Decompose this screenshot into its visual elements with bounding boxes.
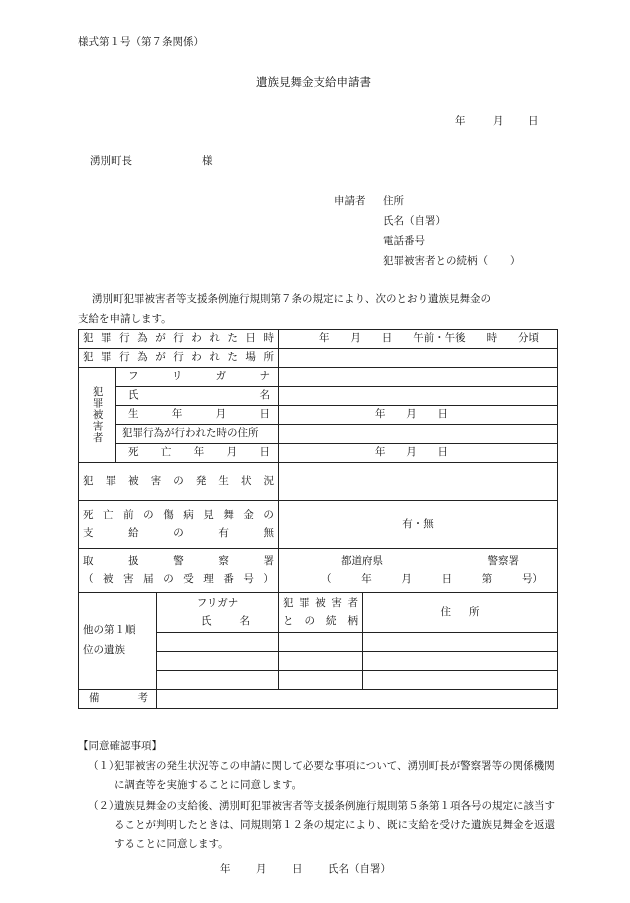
injury-label-line-2: 支 給 の 有 無 [83, 527, 274, 539]
applicant-address: 住所 [383, 195, 404, 207]
damage-label: 犯 罪 被 害 の 発 生 状 況 [83, 474, 274, 487]
row-damage [79, 463, 558, 501]
applicant-phone: 電話番号 [383, 235, 425, 247]
victim-address-value [279, 425, 558, 444]
row-injury [79, 501, 558, 549]
victim-name-value [279, 387, 558, 406]
victim-birth-value: 年 月 日 [279, 406, 558, 425]
crime-datetime-value: 年 月 日 午前・午後 時 分頃 [279, 330, 558, 349]
row-crime-datetime [79, 330, 558, 349]
applicant-label: 申請者 [334, 195, 366, 207]
form-number: 様式第１号（第７条関係） [78, 36, 204, 48]
crime-datetime-label: 犯 罪 行 為 が 行 わ れ た 日 時 [83, 332, 274, 345]
victim-birth-label: 生 年 月 日 [128, 408, 270, 421]
victim-furigana-label: フ リ ガ ナ [128, 370, 270, 383]
row-victim-birth [79, 406, 558, 425]
remarks-value [157, 690, 558, 709]
crime-place-value [279, 349, 558, 368]
victim-address-label: 犯罪行為が行われた時の住所 [116, 425, 279, 444]
row-crime-place [79, 349, 558, 368]
addressee-name: 湧別町長 [90, 155, 132, 167]
intro-line-2: 支給を申請します。 [78, 313, 172, 325]
bereaved-header-address: 住 所 [363, 593, 558, 633]
bereaved-header-relation: 犯 罪 被 害 者 と の 続 柄 [279, 593, 363, 633]
bereaved-header-name-text: 氏 名 [201, 614, 250, 627]
damage-value [279, 463, 558, 501]
application-table [78, 329, 558, 709]
row-victim-furigana [79, 368, 558, 387]
victim-name-label: 氏 名 [128, 389, 270, 402]
injury-value: 有・無 [279, 501, 558, 549]
intro-line-1: 湧別町犯罪被害者等支援条例施行規則第７条の規定により、次のとおり遺族見舞金の [92, 293, 491, 305]
consent-item-2: （２） 遺族見舞金の支給後、湧別町犯罪被害者等支援条例施行規則第５条第１項各号の規定に該当することが判明したときは、同規則第１２条の規定により、既に支給を受けた遺族見舞金を返還することに同意します。 [88, 800, 555, 850]
injury-label-line-1: 死 亡 前 の 傷 病 見 舞 金 の [83, 508, 274, 521]
bereaved-label: 他の第１順 位の遺族 [79, 593, 157, 690]
bereaved-header-name: フリガナ 氏 名 [157, 593, 279, 633]
row-police [79, 549, 558, 593]
victim-group-label: 犯罪被害者 [79, 368, 116, 463]
remarks-label: 備 考 [89, 692, 148, 705]
victim-furigana-value [279, 368, 558, 387]
police-value: 都道府県 警察署 （ 年 月 日 第 号） [279, 549, 558, 593]
crime-place-label: 犯 罪 行 為 が 行 わ れ た 場 所 [83, 351, 274, 364]
consent-item-1: （１） 犯罪被害の発生状況等この申請に関して必要な事項について、湧別町長が警察署等の関係機関に調査等を実施することに同意します。 [88, 760, 555, 791]
addressee-honorific: 様 [202, 155, 213, 167]
row-remarks [79, 690, 558, 709]
row-victim-name [79, 387, 558, 406]
row-victim-death [79, 444, 558, 463]
applicant-relation: 犯罪被害者との続柄（ ） [383, 255, 521, 267]
page-title: 遺族見舞金支給申請書 [256, 75, 371, 89]
victim-death-value: 年 月 日 [279, 444, 558, 463]
police-label-line-2: （ 被 害 届 の 受 理 番 号 ） [83, 573, 274, 585]
police-label-line-1: 取 扱 警 察 署 [83, 554, 274, 567]
consent-heading: 【同意確認事項】 [78, 740, 162, 752]
row-victim-address [79, 425, 558, 444]
applicant-name: 氏名（自署） [383, 215, 446, 227]
row-bereaved-header [79, 593, 558, 633]
victim-death-label: 死 亡 年 月 日 [128, 446, 270, 459]
